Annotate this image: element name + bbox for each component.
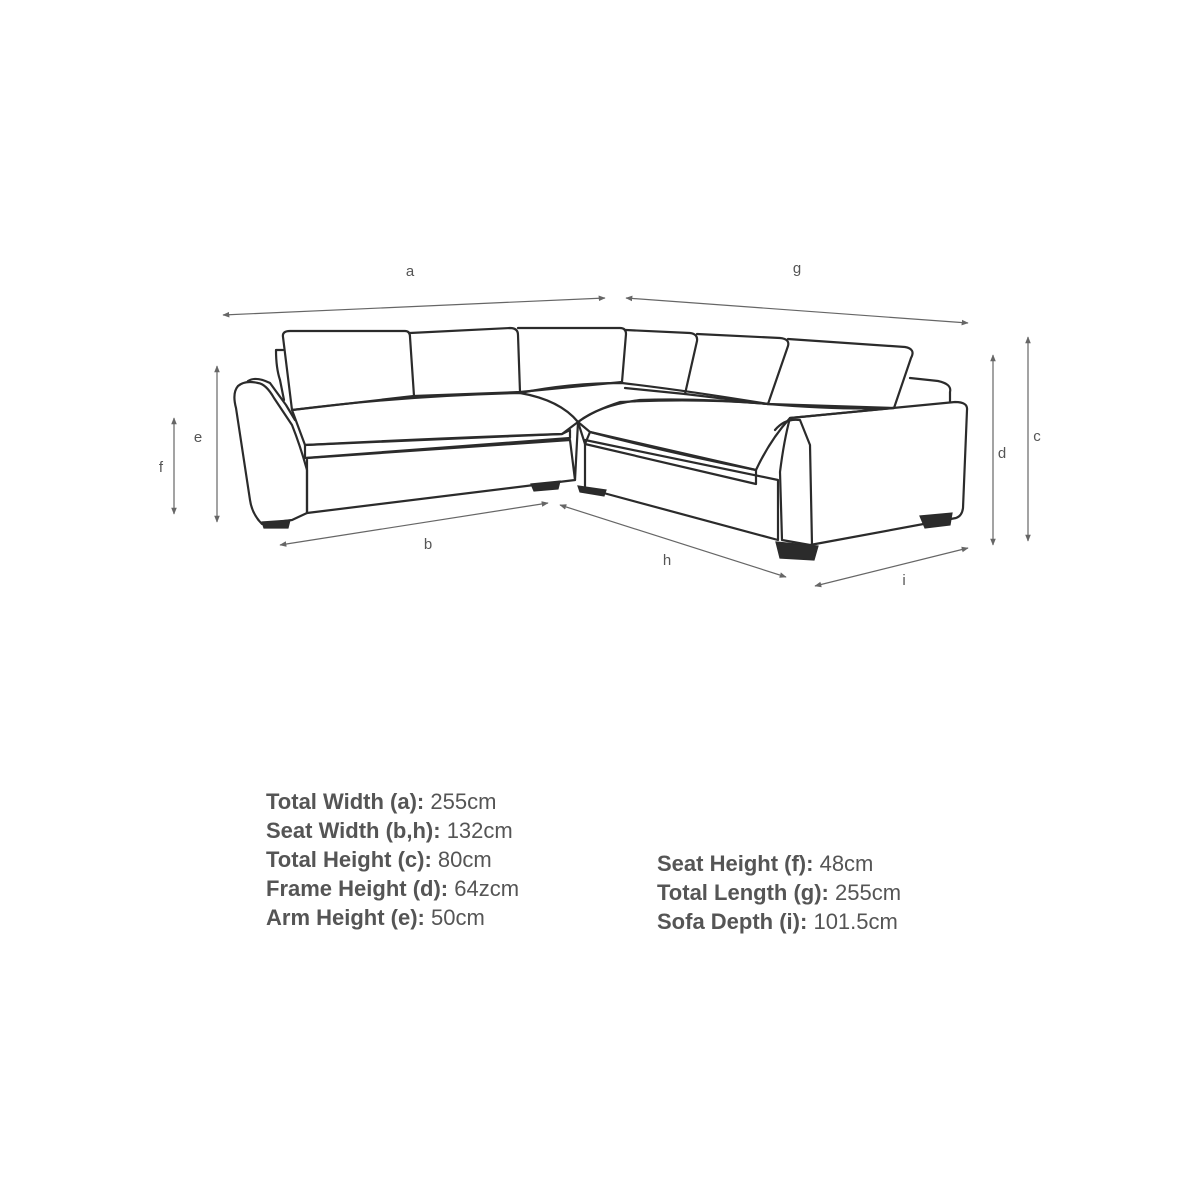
dimension-arrow-g (626, 298, 968, 323)
left-back-cushion-middle (410, 328, 520, 396)
spec-row (266, 845, 519, 874)
right-back-frame (910, 378, 950, 402)
spec-value: 255cm (835, 880, 902, 905)
left-seat-cushion (292, 393, 578, 445)
spec-value: 132cm (446, 818, 513, 843)
sofa-foot (578, 486, 606, 496)
dimension-label-g: g (792, 260, 802, 277)
spec-row (266, 816, 519, 845)
dimension-label-d: d (997, 445, 1007, 462)
sofa-outline (234, 328, 967, 560)
dimension-label-b: b (423, 536, 433, 553)
dimension-label-e: e (193, 429, 203, 446)
spec-label: Seat Width (b,h): (266, 818, 441, 843)
spec-row (266, 903, 519, 932)
specs-right (657, 849, 901, 936)
spec-row (266, 787, 519, 816)
dimension-label-i: i (902, 572, 906, 589)
spec-label: Total Length (g): (657, 880, 829, 905)
right-seat-cushion (578, 400, 894, 471)
sofa-foot (920, 513, 952, 528)
left-arm (234, 382, 307, 524)
spec-row (657, 907, 901, 936)
spec-label: Total Height (c): (266, 847, 432, 872)
spec-row (266, 874, 519, 903)
dimension-label-a: a (405, 263, 415, 280)
spec-label: Seat Height (f): (657, 851, 814, 876)
dimension-label-f: f (158, 459, 164, 476)
dimension-lines (174, 298, 1028, 586)
spec-value: 101.5cm (813, 909, 898, 934)
spec-value: 48cm (819, 851, 874, 876)
sofa-foot (262, 520, 290, 528)
spec-value: 255cm (430, 789, 497, 814)
spec-label: Arm Height (e): (266, 905, 425, 930)
spec-row (657, 878, 901, 907)
spec-label: Sofa Depth (i): (657, 909, 808, 934)
left-back-cushion-outer (283, 331, 414, 410)
spec-label: Frame Height (d): (266, 876, 449, 901)
spec-value: 80cm (437, 847, 492, 872)
sofa-foot (531, 481, 560, 491)
dimension-arrow-b (280, 503, 548, 545)
spec-value: 50cm (431, 905, 485, 930)
left-base-front (307, 440, 575, 513)
dimension-arrow-i (815, 548, 968, 586)
specs-left (266, 787, 519, 932)
left-base-join (575, 422, 578, 480)
dimension-label-c: c (1033, 428, 1041, 445)
dimension-arrow-a (223, 298, 605, 315)
spec-value: 64zcm (454, 876, 520, 901)
right-back-cushion-outer (768, 339, 913, 408)
spec-row (657, 849, 901, 878)
spec-label: Total Width (a): (266, 789, 425, 814)
dimension-label-h: h (662, 552, 672, 569)
dimension-arrow-h (560, 505, 786, 577)
